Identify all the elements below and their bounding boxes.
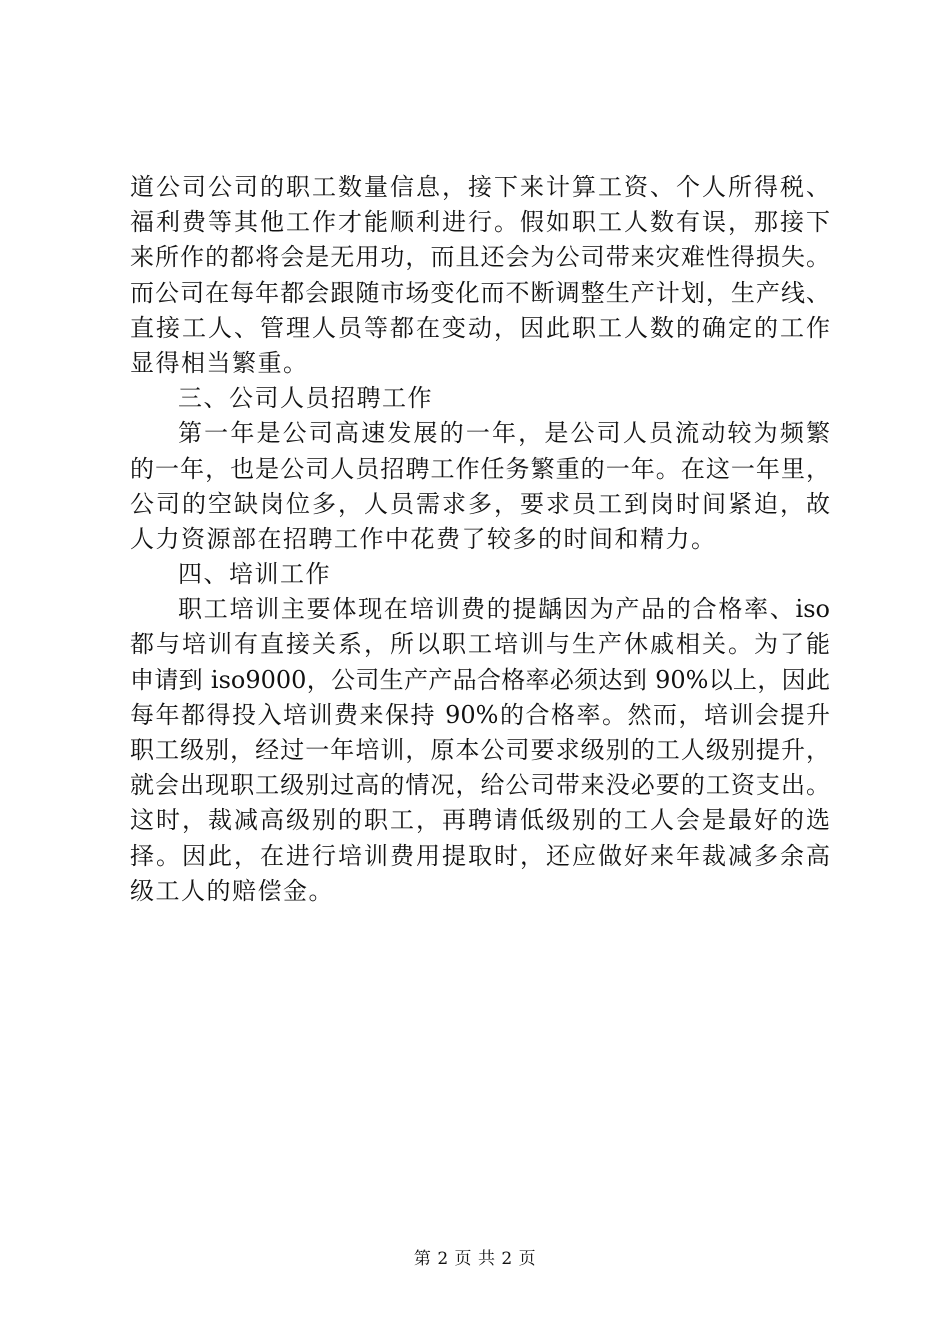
section-heading-training: 四、培训工作 xyxy=(178,560,331,589)
text-line: 第一年是公司高速发展的一年，是公司人员流动较为频繁 xyxy=(178,419,830,448)
page-number-footer: 第 2 页 共 2 页 xyxy=(413,1249,537,1269)
paragraph-workforce-count xyxy=(130,170,830,381)
text-line: 申请到 iso9000，公司生产产品合格率必须达到 90%以上，因此 xyxy=(130,665,830,694)
text-line: 福利费等其他工作才能顺利进行。假如职工人数有误，那接下 xyxy=(130,208,830,237)
paragraph-recruitment xyxy=(130,416,830,557)
text-line: 级工人的赔偿金。 xyxy=(130,876,334,905)
text-line: 就会出现职工级别过高的情况，给公司带来没必要的工资支出。 xyxy=(130,771,830,800)
text-line: 每年都得投入培训费来保持 90%的合格率。然而，培训会提升 xyxy=(130,700,830,729)
text-line: 的一年，也是公司人员招聘工作任务繁重的一年。在这一年里， xyxy=(130,454,830,483)
text-line: 而公司在每年都会跟随市场变化而不断调整生产计划，生产线、 xyxy=(130,278,830,307)
text-line: 人力资源部在招聘工作中花费了较多的时间和精力。 xyxy=(130,524,717,553)
text-line: 都与培训有直接关系，所以职工培训与生产休戚相关。为了能 xyxy=(130,630,830,659)
text-line: 这时，裁减高级别的职工，再聘请低级别的工人会是最好的选 xyxy=(130,806,830,835)
text-line: 择。因此，在进行培训费用提取时，还应做好来年裁减多余高 xyxy=(130,841,830,870)
text-line: 显得相当繁重。 xyxy=(130,348,309,377)
text-line: 直接工人、管理人员等都在变动，因此职工人数的确定的工作 xyxy=(130,313,830,342)
text-line: 职工级别，经过一年培训，原本公司要求级别的工人级别提升， xyxy=(130,736,830,764)
paragraph-training xyxy=(130,592,830,909)
section-heading-recruitment: 三、公司人员招聘工作 xyxy=(178,384,433,413)
text-line: 道公司公司的职工数量信息，接下来计算工资、个人所得税、 xyxy=(130,173,830,201)
text-line: 职工培训主要体现在培训费的提龋因为产品的合格率、iso xyxy=(178,595,830,624)
text-line: 来所作的都将会是无用功，而且还会为公司带来灾难性得损失。 xyxy=(130,243,830,272)
document-body xyxy=(130,170,830,909)
text-line: 公司的空缺岗位多，人员需求多，要求员工到岗时间紧迫，故 xyxy=(130,489,830,518)
